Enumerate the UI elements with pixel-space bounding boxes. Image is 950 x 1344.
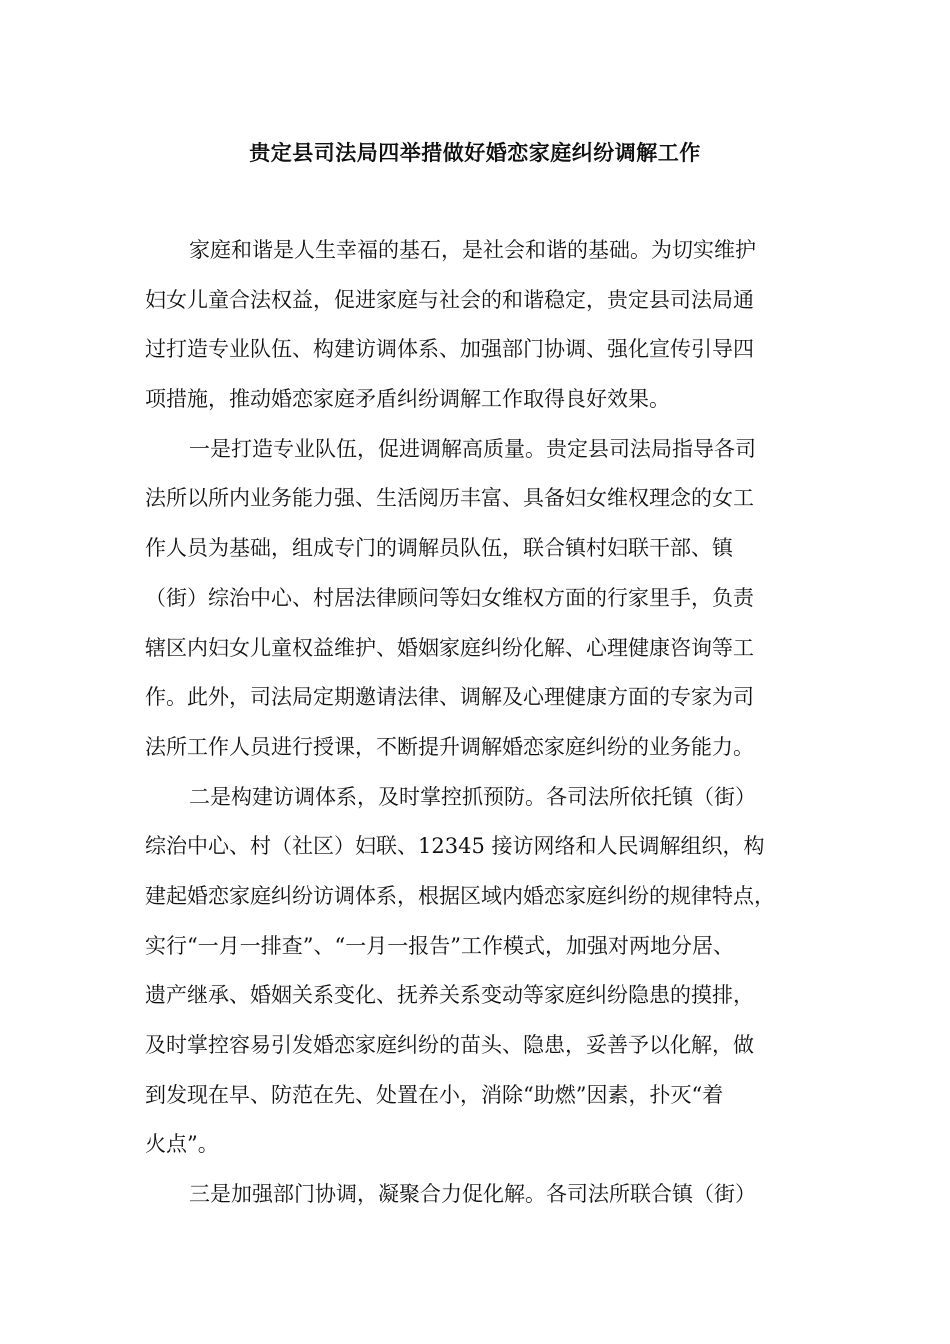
paragraph-3-line-1: 二是构建访调体系，及时掌控抓预防。各司法所依托镇（街）	[189, 784, 756, 809]
paragraph-3-line-5: 遗产继承、婚姻关系变化、抚养关系变动等家庭纠纷隐患的摸排，	[145, 983, 754, 1008]
paragraph-3-line-3: 建起婚恋家庭纠纷访调体系，根据区域内婚恋家庭纠纷的规律特点，	[145, 883, 775, 908]
paragraph-2-line-2: 法所以所内业务能力强、生活阅历丰富、具备妇女维权理念的女工	[145, 486, 754, 511]
paragraph-3-line-6: 及时掌控容易引发婚恋家庭纠纷的苗头、隐患，妥善予以化解，做	[145, 1033, 754, 1057]
paragraph-2-line-5: 辖区内妇女儿童权益维护、婚姻家庭纠纷化解、心理健康咨询等工	[145, 635, 754, 660]
paragraph-1-line-3: 过打造专业队伍、构建访调体系、加强部门协调、强化宣传引导四	[145, 337, 754, 362]
paragraph-2-line-1: 一是打造专业队伍，促进调解高质量。贵定县司法局指导各司	[189, 436, 756, 461]
paragraph-3-line-7: 到发现在早、防范在先、处置在小，消除“助燃”因素，扑灭“着	[145, 1082, 724, 1107]
document-title: 贵定县司法局四举措做好婚恋家庭纠纷调解工作	[249, 140, 701, 165]
paragraph-2-line-4: （街）综治中心、村居法律顾问等妇女维权方面的行家里手，负责	[145, 585, 754, 610]
paragraph-2-line-6: 作。此外，司法局定期邀请法律、调解及心理健康方面的专家为司	[145, 685, 754, 710]
paragraph-3-line-8: 火点”。	[145, 1132, 219, 1157]
paragraph-2-line-3: 作人员为基础，组成专门的调解员队伍，联合镇村妇联干部、镇	[145, 536, 733, 561]
paragraph-1-line-1: 家庭和谐是人生幸福的基石，是社会和谐的基础。为切实维护	[189, 238, 756, 262]
paragraph-3-line-2: 综治中心、村（社区）妇联、12345 接访网络和人民调解组织，构	[145, 834, 765, 859]
paragraph-1-line-4: 项措施，推动婚恋家庭矛盾纠纷调解工作取得良好效果。	[145, 387, 670, 412]
paragraph-2-line-7: 法所工作人员进行授课，不断提升调解婚恋家庭纠纷的业务能力。	[145, 734, 754, 759]
paragraph-3-line-4: 实行“一月一排查”、“一月一报告”工作模式，加强对两地分居、	[145, 933, 734, 958]
paragraph-4-line-1: 三是加强部门协调，凝聚合力促化解。各司法所联合镇（街）	[189, 1182, 756, 1207]
document-body	[145, 232, 825, 1226]
paragraph-1-line-2: 妇女儿童合法权益，促进家庭与社会的和谐稳定，贵定县司法局通	[145, 287, 754, 312]
